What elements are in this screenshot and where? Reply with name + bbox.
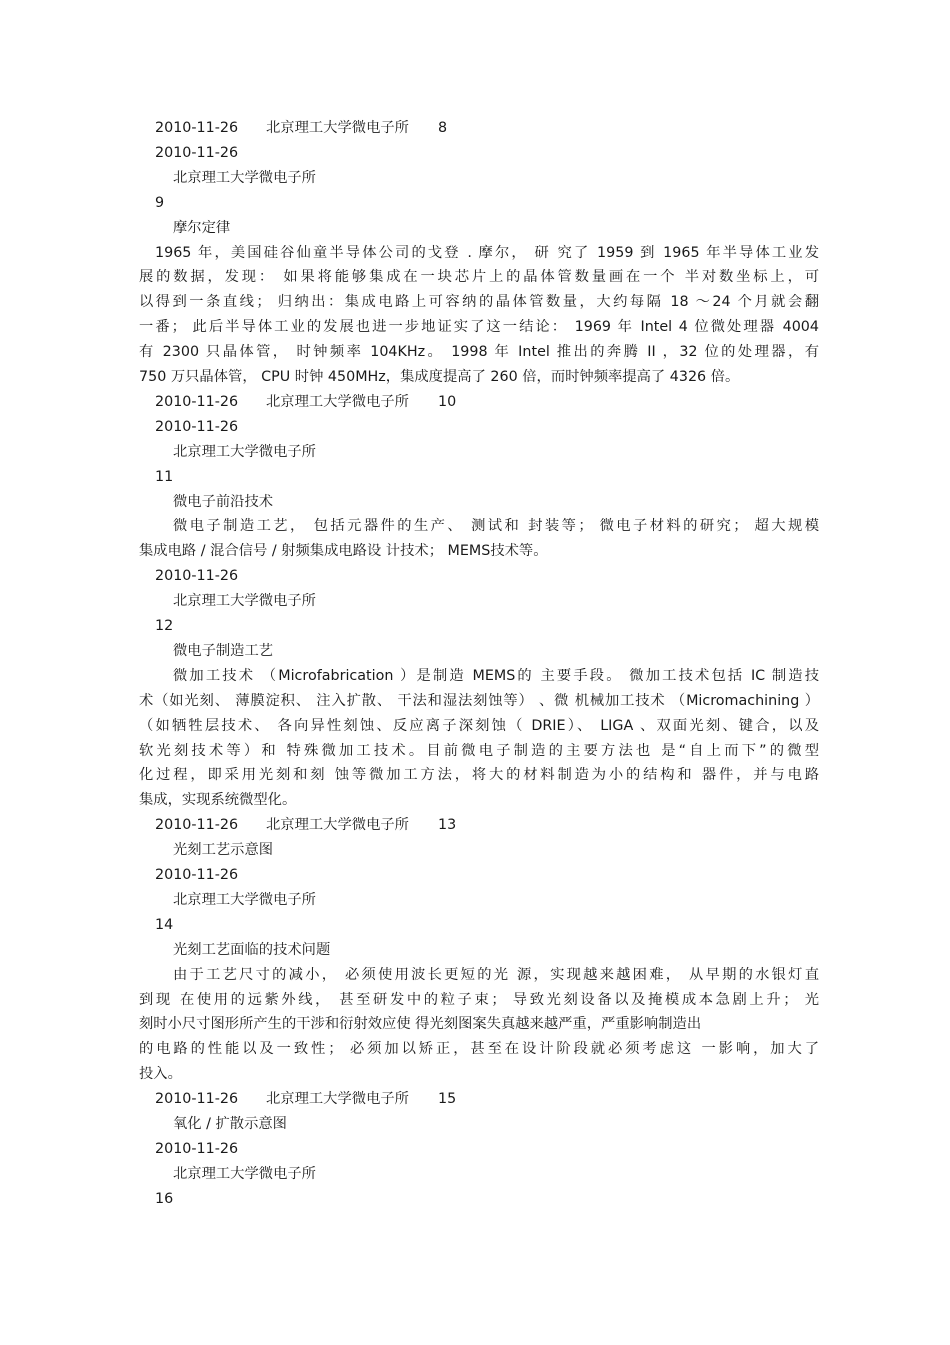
body-text-line: 一番； 此后半导体工业的发展也进一步地证实了这一结论： 1969 年 Intel 4 位微处理器 4004 (139, 319, 819, 335)
slide-footer-line (155, 813, 835, 838)
body-text-line: 到现 在使用的远紫外线， 甚至研发中的粒子束； 导致光刻设备以及掩模成本急剧上升； 光 (139, 992, 819, 1008)
footer-organization: 北京理工大学微电子所 (266, 120, 409, 136)
footer-page-number: 8 (438, 120, 448, 136)
footer-organization: 北京理工大学微电子所 (266, 1091, 409, 1107)
text-line-indent1: 12 (155, 618, 174, 634)
text-line-indent1: 11 (155, 469, 174, 485)
text-line-indent1: 2010-11-26 (155, 145, 239, 161)
footer-date: 2010-11-26 (155, 1091, 239, 1107)
text-line-indent1: 1965 年，美国硅谷仙童半导体公司的戈登 . 摩尔， 研 究了 1959 到 1965 年半导体工业发 (155, 245, 819, 261)
text-line-indent1: 2010-11-26 (155, 1141, 239, 1157)
text-line-indent2: 微电子制造工艺， 包括元器件的生产、 测试和 封装等； 微电子材料的研究； 超大规模 (173, 518, 819, 534)
footer-date: 2010-11-26 (155, 817, 239, 833)
body-text-line: 术（如光刻、 薄膜淀积、 注入扩散、 干法和湿法刻蚀等） 、微 机械加工技术 （Micromachining ） (139, 693, 819, 709)
slide-footer-line (155, 1087, 835, 1112)
footer-page-number: 10 (438, 394, 457, 410)
body-text-line: （如牺牲层技术、 各向异性刻蚀、反应离子深刻蚀（ DRIE）、 LIGA 、双面光刻、键合，以及 (139, 718, 819, 734)
body-text-line: 展的数据，发现： 如果将能够集成在一块芯片上的晶体管数量画在一个 半对数坐标上，可 (139, 269, 819, 285)
text-line-indent2: 由于工艺尺寸的减小， 必须使用波长更短的光 源，实现越来越困难， 从早期的水银灯直 (173, 967, 819, 983)
text-line-indent2: 北京理工大学微电子所 (173, 593, 316, 609)
text-line-indent1: 9 (155, 195, 165, 211)
body-text-line: 集成电路 / 混合信号 / 射频集成电路设 计技术； MEMS技术等。 (139, 543, 548, 559)
text-line-indent2: 微电子制造工艺 (173, 643, 274, 659)
text-line-indent1: 14 (155, 917, 174, 933)
footer-organization: 北京理工大学微电子所 (266, 817, 409, 833)
text-line-indent2: 微电子前沿技术 (173, 494, 274, 510)
text-line-indent1: 2010-11-26 (155, 568, 239, 584)
text-line-indent2: 北京理工大学微电子所 (173, 1166, 316, 1182)
body-text-line: 有 2300 只晶体管， 时钟频率 104KHz。 1998 年 Intel 推出的奔腾 II ，32 位的处理器，有 (139, 344, 819, 360)
text-line-indent1: 16 (155, 1191, 174, 1207)
slide-footer-line (155, 390, 835, 415)
text-line-indent2: 氧化 / 扩散示意图 (173, 1116, 287, 1132)
body-text-line: 投入。 (139, 1066, 182, 1082)
footer-organization: 北京理工大学微电子所 (266, 394, 409, 410)
text-line-indent2: 北京理工大学微电子所 (173, 444, 316, 460)
text-line-indent2: 光刻工艺面临的技术问题 (173, 942, 331, 958)
text-line-indent2: 北京理工大学微电子所 (173, 170, 316, 186)
text-line-indent2: 北京理工大学微电子所 (173, 892, 316, 908)
text-line-indent2: 光刻工艺示意图 (173, 842, 274, 858)
body-text-line: 的电路的性能以及一致性； 必须加以矫正，甚至在设计阶段就必须考虑这 一影响，加大了 (139, 1041, 819, 1057)
text-line-indent2: 摩尔定律 (173, 220, 231, 236)
footer-page-number: 13 (438, 817, 457, 833)
text-line-indent1: 2010-11-26 (155, 419, 239, 435)
body-text-line: 集成，实现系统微型化。 (139, 792, 297, 808)
body-text-line: 化过程，即采用光刻和刻 蚀等微加工方法，将大的材料制造为小的结构和 器件，并与电路 (139, 767, 819, 783)
footer-date: 2010-11-26 (155, 120, 239, 136)
text-line-indent1: 2010-11-26 (155, 867, 239, 883)
footer-date: 2010-11-26 (155, 394, 239, 410)
body-text-line: 软光刻技术等）和 特殊微加工技术。目前微电子制造的主要方法也 是“自上而下”的微型 (139, 743, 819, 759)
body-text-line: 750 万只晶体管， CPU 时钟 450MHz，集成度提高了 260 倍，而时钟频率提高了 4326 倍。 (139, 369, 740, 385)
footer-page-number: 15 (438, 1091, 457, 1107)
text-line-indent2: 微加工技术 （Microfabrication ）是制造 MEMS的 主要手段。 微加工技术包括 IC 制造技 (173, 668, 819, 684)
body-text-line: 以得到一条直线； 归纳出：集成电路上可容纳的晶体管数量，大约每隔 18 ～24 个月就会翻 (139, 294, 819, 310)
body-text-line: 刻时小尺寸图形所产生的干涉和衍射效应使 得光刻图案失真越来越严重，严重影响制造出 (139, 1016, 702, 1032)
slide-footer-line (155, 116, 835, 141)
